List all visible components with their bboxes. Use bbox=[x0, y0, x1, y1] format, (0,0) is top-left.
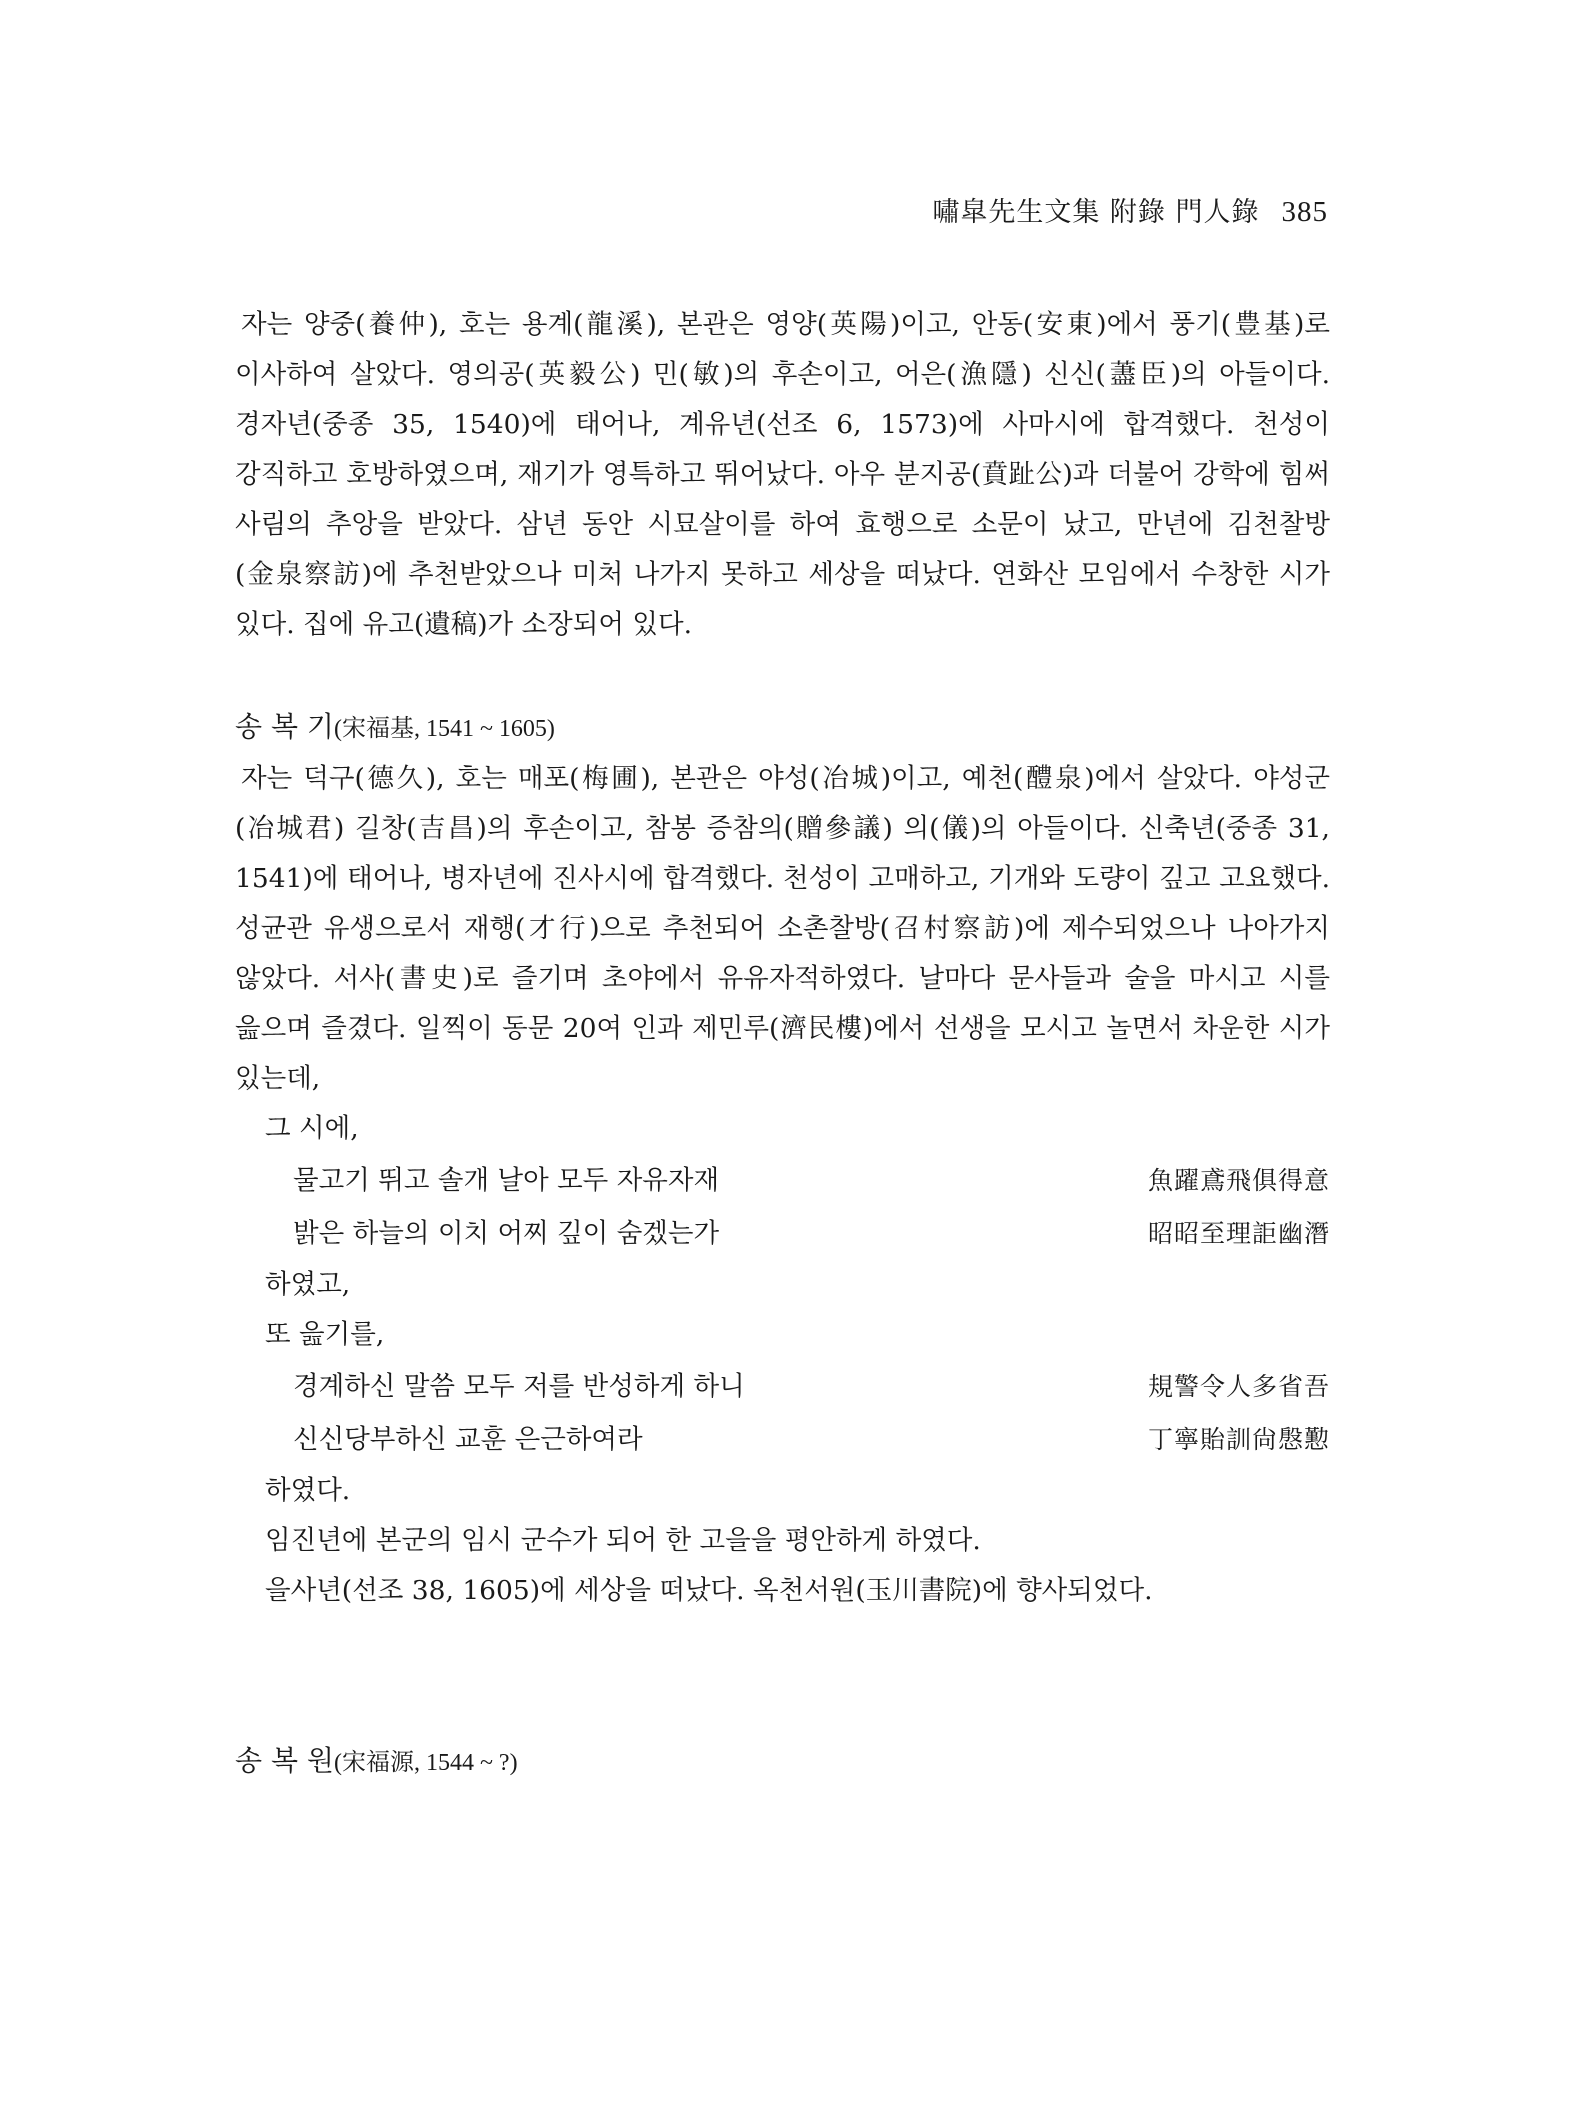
person-name: 송 복 원 bbox=[235, 1744, 334, 1777]
poem-chinese: 規警令人多省吾 bbox=[1147, 1372, 1330, 1401]
poem-outro: 하였고, bbox=[265, 1269, 351, 1300]
person-hanja-dates: (宋福基, 1541 ~ 1605) bbox=[333, 716, 555, 742]
intro-paragraph: 자는 양중(養仲), 호는 용계(龍溪), 본관은 영양(英陽)이고, 안동(安東)에서 풍기(豊基)로 이사하여 살았다. 영의공(英毅公) 민(敏)의 후손이고, 어은(漁隱) 신신(藎臣)의 아들이다. 경자년(중종 35, 1540)에 태어나, 계유년(선조 6, 1573)에 사마시에 합격했다. 천성이 강직하고 호방하였으며, 재기가 영특하고 뛰어났다. 아우 분지공(賁趾公)과 더불어 강학에 힘써 사림의 추앙을 받았다. 삼년 동안 시묘살이를 하여 효행으로 소문이 났고, 만년에 김천찰방(金泉察訪)에 추천받았으나 미처 나가지 못하고 세상을 떠났다. 연화산 모임에서 수창한 시가 있다. 집에 유고(遺稿)가 소장되어 있다. bbox=[235, 309, 1330, 640]
poem-korean: 밝은 하늘의 이치 어찌 깊이 숨겠는가 bbox=[293, 1218, 720, 1249]
book-title: 嘯皐先生文集 附錄 門人錄 bbox=[932, 197, 1260, 228]
section-heading-song-bokgi bbox=[235, 702, 1330, 754]
person-name: 송 복 기 bbox=[235, 710, 334, 743]
poem-intro: 그 시에, bbox=[265, 1113, 359, 1144]
poem-chinese: 丁寧貽訓尙慇懃 bbox=[1147, 1425, 1330, 1454]
poem-outro: 하였다. bbox=[265, 1475, 351, 1506]
running-header bbox=[932, 190, 1328, 229]
biography-paragraph: 자는 덕구(德久), 호는 매포(梅圃), 본관은 야성(冶城)이고, 예천(醴泉)에서 살았다. 야성군(冶城君) 길창(吉昌)의 후손이고, 참봉 증참의(贈參議) 의(儀)의 아들이다. 신축년(중종 31, 1541)에 태어나, 병자년에 진사시에 합격했다. 천성이 고매하고, 기개와 도량이 깊고 고요했다. 성균관 유생으로서 재행(才行)으로 추천되어 소촌찰방(召村察訪)에 제수되었으나 나아가지 않았다. 서사(書史)로 즐기며 초야에서 유유자적하였다. 날마다 문사들과 술을 마시고 시를 읊으며 즐겼다. 일찍이 동문 20여 인과 제민루(濟民樓)에서 선생을 모시고 놀면서 차운한 시가 있는데, bbox=[235, 763, 1330, 1094]
closing-line: 을사년(선조 38, 1605)에 세상을 떠났다. 옥천서원(玉川書院)에 향사되었다. bbox=[265, 1575, 1153, 1606]
poem-intro: 또 읊기를, bbox=[265, 1319, 385, 1350]
poem-line bbox=[235, 1413, 1330, 1466]
person-hanja-dates: (宋福源, 1544 ~ ?) bbox=[333, 1750, 518, 1776]
spacer bbox=[235, 1616, 1330, 1736]
section-heading-song-bokwon bbox=[235, 1736, 1330, 1788]
poem-line bbox=[235, 1207, 1330, 1260]
poem-korean: 물고기 뛰고 솔개 날아 모두 자유자재 bbox=[293, 1165, 720, 1196]
spacer bbox=[235, 650, 1330, 702]
page-content bbox=[235, 300, 1330, 1788]
page-number: 385 bbox=[1281, 196, 1328, 228]
poem-chinese: 昭昭至理詎幽潛 bbox=[1147, 1219, 1330, 1248]
poem-chinese: 魚躍鳶飛俱得意 bbox=[1147, 1166, 1330, 1195]
poem-korean: 경계하신 말씀 모두 저를 반성하게 하니 bbox=[293, 1371, 745, 1402]
closing-line: 임진년에 본군의 임시 군수가 되어 한 고을을 평안하게 하였다. bbox=[265, 1525, 981, 1556]
poem-korean: 신신당부하신 교훈 은근하여라 bbox=[293, 1424, 643, 1455]
poem-line bbox=[235, 1360, 1330, 1413]
poem-line bbox=[235, 1154, 1330, 1207]
